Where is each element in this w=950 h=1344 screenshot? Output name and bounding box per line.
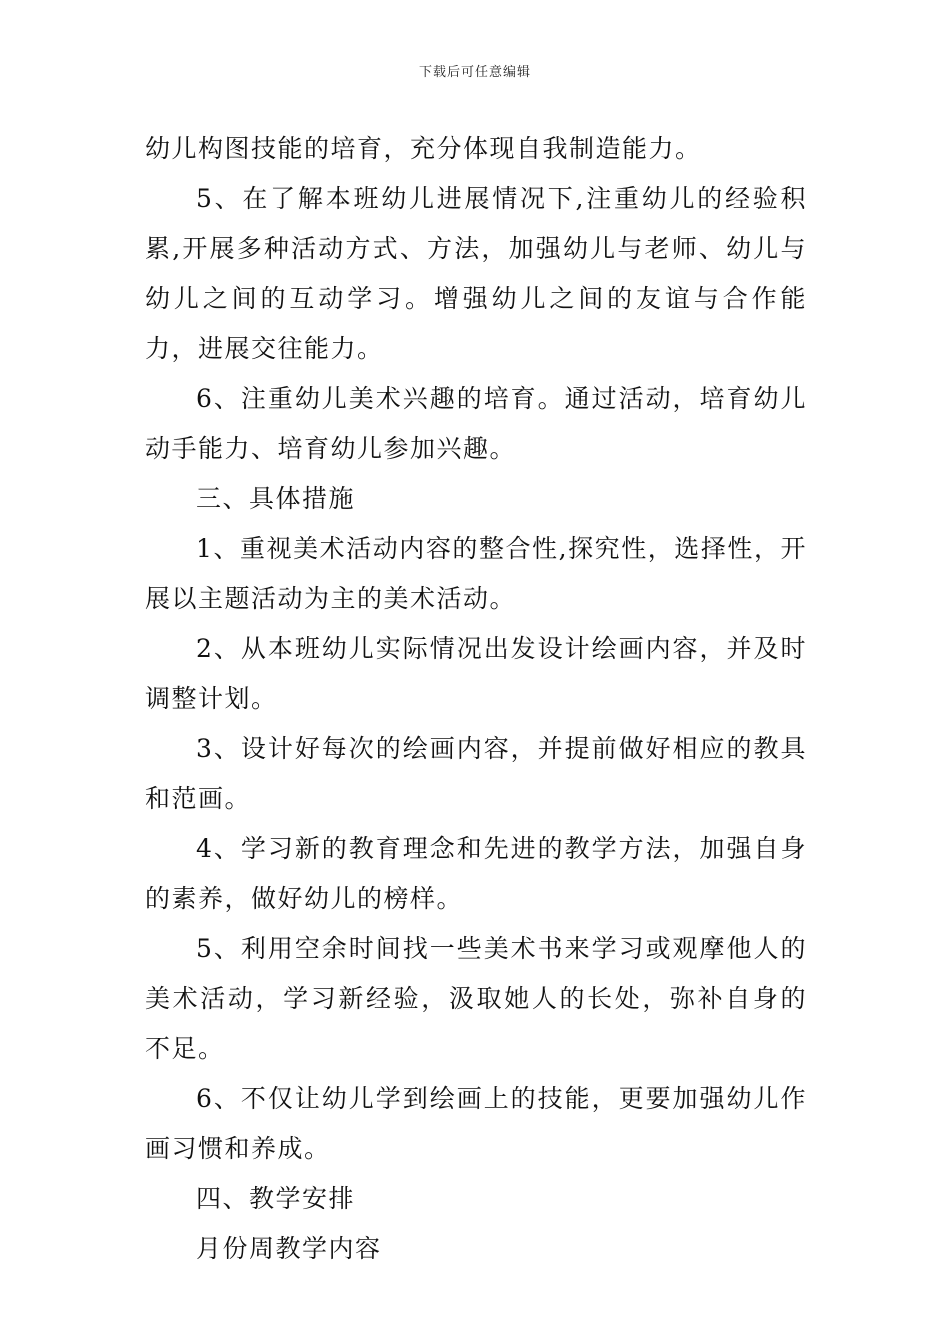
paragraph: 1、重视美术活动内容的整合性,探究性，选择性，开展以主题活动为主的美术活动。 bbox=[145, 534, 807, 613]
paragraph: 5、利用空余时间找一些美术书来学习或观摩他人的美术活动，学习新经验，汲取她人的长处，弥补自身的不足。 bbox=[145, 934, 807, 1063]
section-heading: 四、教学安排 bbox=[196, 1184, 356, 1213]
paragraph: 2、从本班幼儿实际情况出发设计绘画内容，并及时调整计划。 bbox=[145, 634, 807, 713]
paragraph: 6、不仅让幼儿学到绘画上的技能，更要加强幼儿作画习惯和养成。 bbox=[145, 1084, 807, 1163]
paragraph: 幼儿构图技能的培育，充分体现自我制造能力。 bbox=[145, 134, 702, 163]
document-body bbox=[145, 124, 807, 1274]
table-caption: 月份周教学内容 bbox=[196, 1234, 382, 1263]
paragraph: 4、学习新的教育理念和先进的教学方法，加强自身的素养，做好幼儿的榜样。 bbox=[145, 834, 807, 913]
paragraph: 6、注重幼儿美术兴趣的培育。通过活动，培育幼儿动手能力、培育幼儿参加兴趣。 bbox=[145, 384, 807, 463]
paragraph: 5、在了解本班幼儿进展情况下,注重幼儿的经验积累,开展多种活动方式、方法，加强幼儿与老师、幼儿与幼儿之间的互动学习。增强幼儿之间的友谊与合作能力，进展交往能力。 bbox=[145, 184, 807, 363]
section-heading: 三、具体措施 bbox=[196, 484, 356, 513]
page-header: 下载后可任意编辑 bbox=[418, 65, 531, 80]
paragraph: 3、设计好每次的绘画内容，并提前做好相应的教具和范画。 bbox=[145, 734, 807, 813]
